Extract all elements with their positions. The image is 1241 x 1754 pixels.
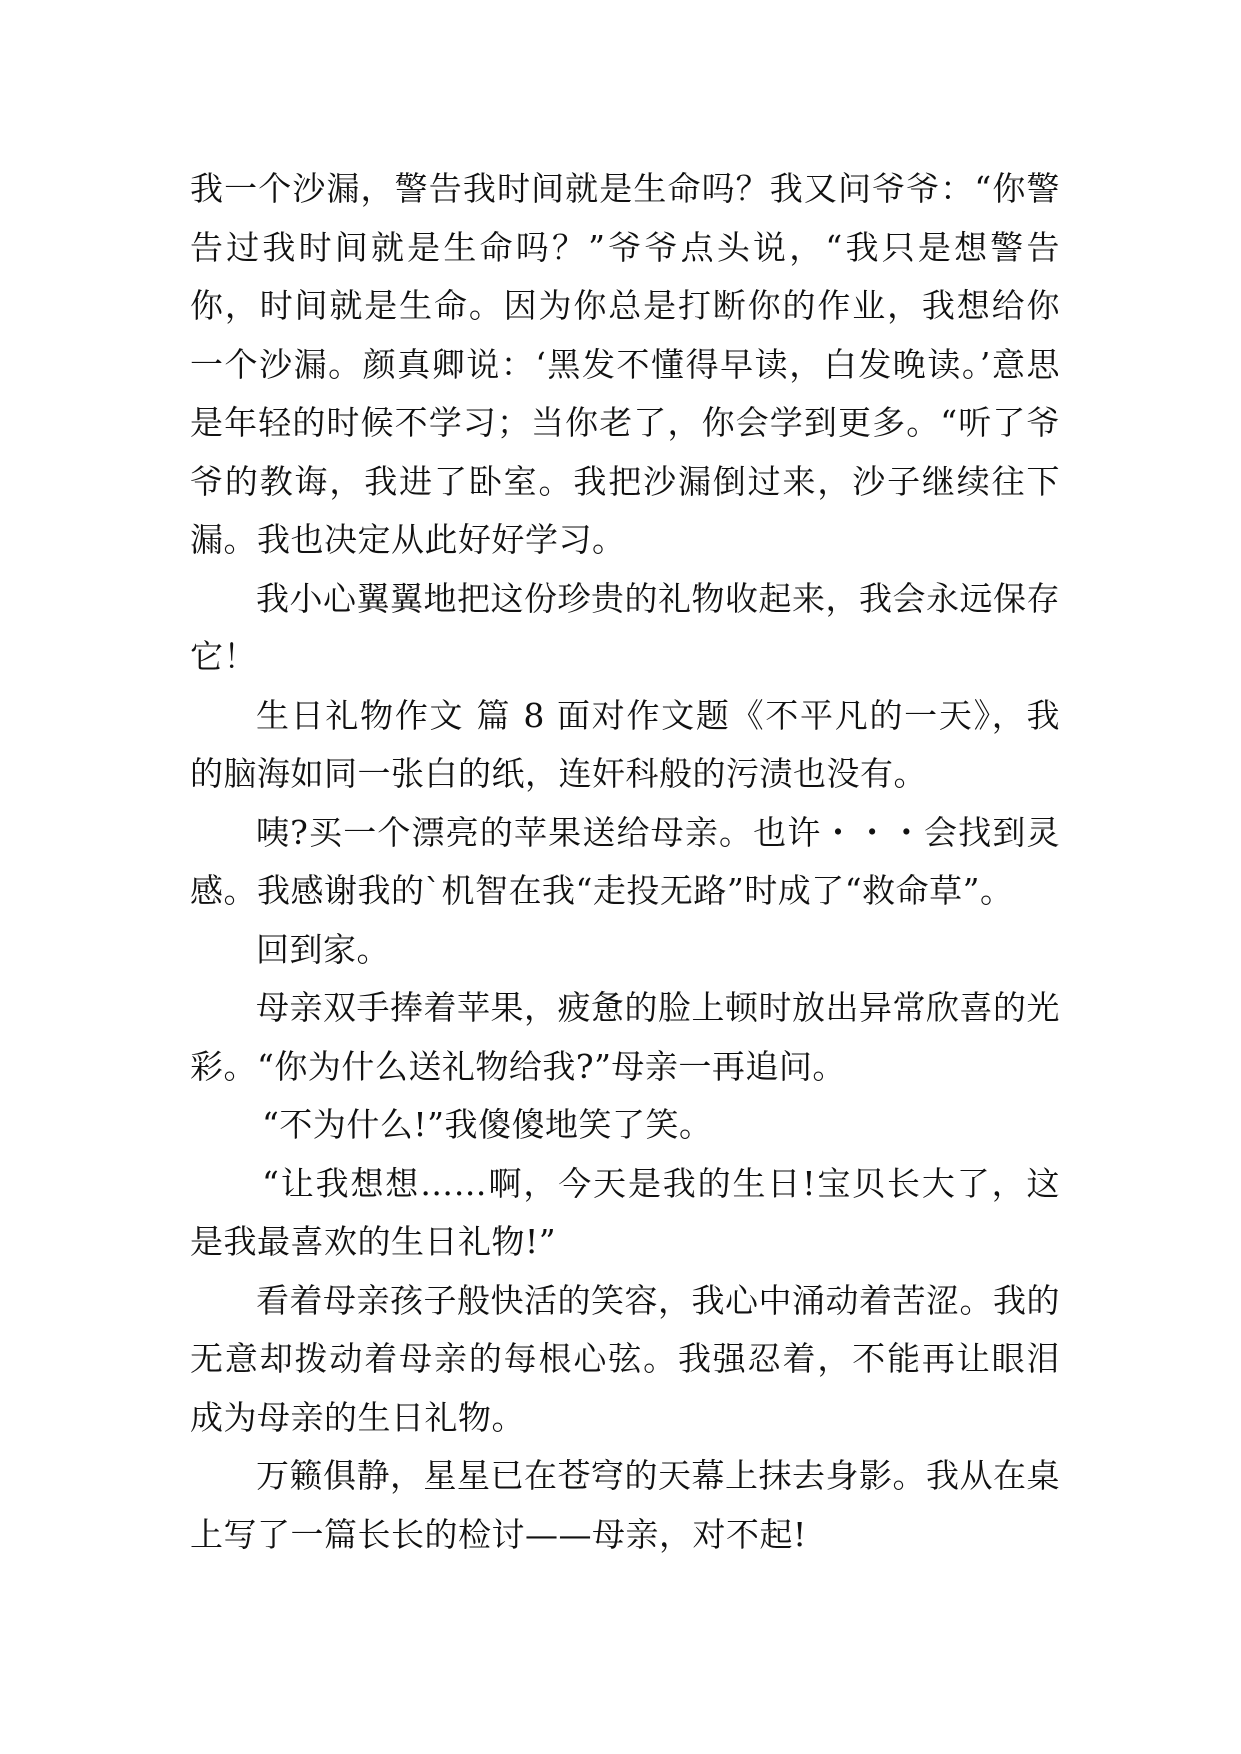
paragraph-birthday-gift: “让我想想……啊，今天是我的生日!宝贝长大了，这是我最喜欢的生日礼物!” [190,1163,1060,1261]
paragraph-hourglass-story: 我一个沙漏，警告我时间就是生命吗？我又问爷爷：“你警告过我时间就是生命吗？”爷爷点头说，“我只是想警告你，时间就是生命。因为你总是打断你的作业，我想给你一个沙漏。颜真卿说：‘黑发不懂得早读，白发晚读。’意思是年轻的时候不学习；当你老了，你会学到更多。“听了爷爷的教诲，我进了卧室。我把沙漏倒过来，沙子继续往下漏。我也决定从此好好学习。 [190,169,1060,559]
paragraph-essay-8-heading: 生日礼物作文 篇 8 面对作文题《不平凡的一天》，我的脑海如同一张白的纸，连奸科般的污渍也没有。 [190,695,1060,793]
paragraph-buy-apple: 咦?买一个漂亮的苹果送给母亲。也许・・・会找到灵感。我感谢我的`机智在我“走投无路”时成了“救命草”。 [190,812,1060,910]
paragraph-keep-gift: 我小心翼翼地把这份珍贵的礼物收起来，我会永远保存它！ [190,578,1060,676]
paragraph-back-home: 回到家。 [256,929,390,969]
paragraph-no-reason: “不为什么!”我傻傻地笑了笑。 [262,1105,713,1144]
paragraph-apology: 万籁俱静，星星已在苍穹的天幕上抹去身影。我从在桌上写了一篇长长的检讨——母亲，对不起! [190,1456,1060,1554]
paragraph-mother-apple: 母亲双手捧着苹果，疲惫的脸上顿时放出异常欣喜的光彩。“你为什么送礼物给我?”母亲一再追问。 [190,988,1060,1086]
paragraph-bitterness: 看着母亲孩子般快活的笑容，我心中涌动着苦涩。我的无意却拨动着母亲的每根心弦。我强忍着，不能再让眼泪成为母亲的生日礼物。 [190,1280,1060,1437]
essay-body [190,160,1060,1564]
